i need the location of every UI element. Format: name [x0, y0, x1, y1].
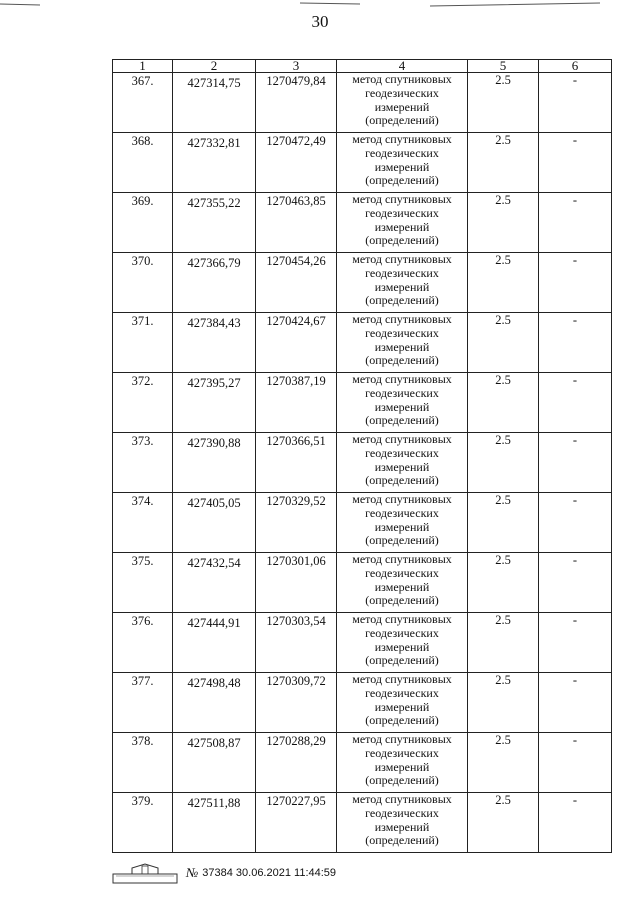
- x-coordinate: 427405,05: [173, 493, 256, 553]
- note-value: -: [539, 493, 612, 553]
- measurement-method: метод спутниковых геодезических измерений (определений): [337, 193, 468, 253]
- x-coordinate: 427366,79: [173, 253, 256, 313]
- accuracy-value: 2.5: [468, 613, 539, 673]
- table-row: [113, 793, 612, 853]
- row-number: 377.: [113, 673, 173, 733]
- accuracy-value: 2.5: [468, 313, 539, 373]
- table-row: [113, 433, 612, 493]
- measurement-method: метод спутниковых геодезических измерений (определений): [337, 613, 468, 673]
- measurement-method: метод спутниковых геодезических измерений (определений): [337, 493, 468, 553]
- row-number: 375.: [113, 553, 173, 613]
- accuracy-value: 2.5: [468, 493, 539, 553]
- row-number: 370.: [113, 253, 173, 313]
- measurement-method: метод спутниковых геодезических измерений (определений): [337, 373, 468, 433]
- measurement-method: метод спутниковых геодезических измерений (определений): [337, 253, 468, 313]
- row-number: 368.: [113, 133, 173, 193]
- note-value: -: [539, 313, 612, 373]
- note-value: -: [539, 733, 612, 793]
- table-row: [113, 493, 612, 553]
- accuracy-value: 2.5: [468, 673, 539, 733]
- measurement-method: метод спутниковых геодезических измерений (определений): [337, 553, 468, 613]
- note-value: -: [539, 253, 612, 313]
- table-row: [113, 313, 612, 373]
- note-value: -: [539, 433, 612, 493]
- row-number: 373.: [113, 433, 173, 493]
- x-coordinate: 427508,87: [173, 733, 256, 793]
- government-stamp-logo: [112, 862, 178, 884]
- column-header: 5: [468, 60, 539, 73]
- x-coordinate: 427395,27: [173, 373, 256, 433]
- x-coordinate: 427332,81: [173, 133, 256, 193]
- measurement-method: метод спутниковых геодезических измерений (определений): [337, 673, 468, 733]
- scan-edge-noise: [0, 0, 640, 10]
- accuracy-value: 2.5: [468, 733, 539, 793]
- y-coordinate: 1270387,19: [256, 373, 337, 433]
- row-number: 369.: [113, 193, 173, 253]
- row-number: 372.: [113, 373, 173, 433]
- table-row: [113, 133, 612, 193]
- row-number: 379.: [113, 793, 173, 853]
- y-coordinate: 1270463,85: [256, 193, 337, 253]
- table-header-row: [113, 60, 612, 73]
- note-value: -: [539, 793, 612, 853]
- table-row: [113, 193, 612, 253]
- column-header: 3: [256, 60, 337, 73]
- accuracy-value: 2.5: [468, 373, 539, 433]
- note-value: -: [539, 133, 612, 193]
- x-coordinate: 427355,22: [173, 193, 256, 253]
- x-coordinate: 427444,91: [173, 613, 256, 673]
- y-coordinate: 1270303,54: [256, 613, 337, 673]
- x-coordinate: 427314,75: [173, 73, 256, 133]
- x-coordinate: 427498,48: [173, 673, 256, 733]
- column-header: 2: [173, 60, 256, 73]
- column-header: 6: [539, 60, 612, 73]
- y-coordinate: 1270288,29: [256, 733, 337, 793]
- measurement-method: метод спутниковых геодезических измерений (определений): [337, 433, 468, 493]
- document-footer: [112, 862, 336, 884]
- table-row: [113, 373, 612, 433]
- y-coordinate: 1270309,72: [256, 673, 337, 733]
- note-value: -: [539, 373, 612, 433]
- accuracy-value: 2.5: [468, 553, 539, 613]
- measurement-method: метод спутниковых геодезических измерений (определений): [337, 133, 468, 193]
- measurement-method: метод спутниковых геодезических измерений (определений): [337, 313, 468, 373]
- y-coordinate: 1270301,06: [256, 553, 337, 613]
- table-row: [113, 73, 612, 133]
- coordinates-table: [112, 59, 612, 853]
- page-number: 30: [311, 12, 329, 31]
- column-header: 4: [337, 60, 468, 73]
- x-coordinate: 427384,43: [173, 313, 256, 373]
- row-number: 376.: [113, 613, 173, 673]
- y-coordinate: 1270329,52: [256, 493, 337, 553]
- note-value: -: [539, 613, 612, 673]
- y-coordinate: 1270472,49: [256, 133, 337, 193]
- row-number: 367.: [113, 73, 173, 133]
- note-value: -: [539, 73, 612, 133]
- number-sign: №: [186, 865, 199, 880]
- accuracy-value: 2.5: [468, 793, 539, 853]
- table-row: [113, 733, 612, 793]
- accuracy-value: 2.5: [468, 433, 539, 493]
- row-number: 378.: [113, 733, 173, 793]
- y-coordinate: 1270227,95: [256, 793, 337, 853]
- y-coordinate: 1270366,51: [256, 433, 337, 493]
- table-row: [113, 553, 612, 613]
- measurement-method: метод спутниковых геодезических измерений (определений): [337, 793, 468, 853]
- measurement-method: метод спутниковых геодезических измерений (определений): [337, 733, 468, 793]
- x-coordinate: 427390,88: [173, 433, 256, 493]
- accuracy-value: 2.5: [468, 253, 539, 313]
- note-value: -: [539, 193, 612, 253]
- column-header: 1: [113, 60, 173, 73]
- x-coordinate: 427432,54: [173, 553, 256, 613]
- note-value: -: [539, 553, 612, 613]
- note-value: -: [539, 673, 612, 733]
- accuracy-value: 2.5: [468, 73, 539, 133]
- y-coordinate: 1270479,84: [256, 73, 337, 133]
- table-row: [113, 613, 612, 673]
- table-row: [113, 673, 612, 733]
- accuracy-value: 2.5: [468, 193, 539, 253]
- document-registration-info: 37384 30.06.2021 11:44:59: [202, 867, 337, 879]
- table-row: [113, 253, 612, 313]
- measurement-method: метод спутниковых геодезических измерений (определений): [337, 73, 468, 133]
- y-coordinate: 1270424,67: [256, 313, 337, 373]
- accuracy-value: 2.5: [468, 133, 539, 193]
- row-number: 374.: [113, 493, 173, 553]
- y-coordinate: 1270454,26: [256, 253, 337, 313]
- row-number: 371.: [113, 313, 173, 373]
- x-coordinate: 427511,88: [173, 793, 256, 853]
